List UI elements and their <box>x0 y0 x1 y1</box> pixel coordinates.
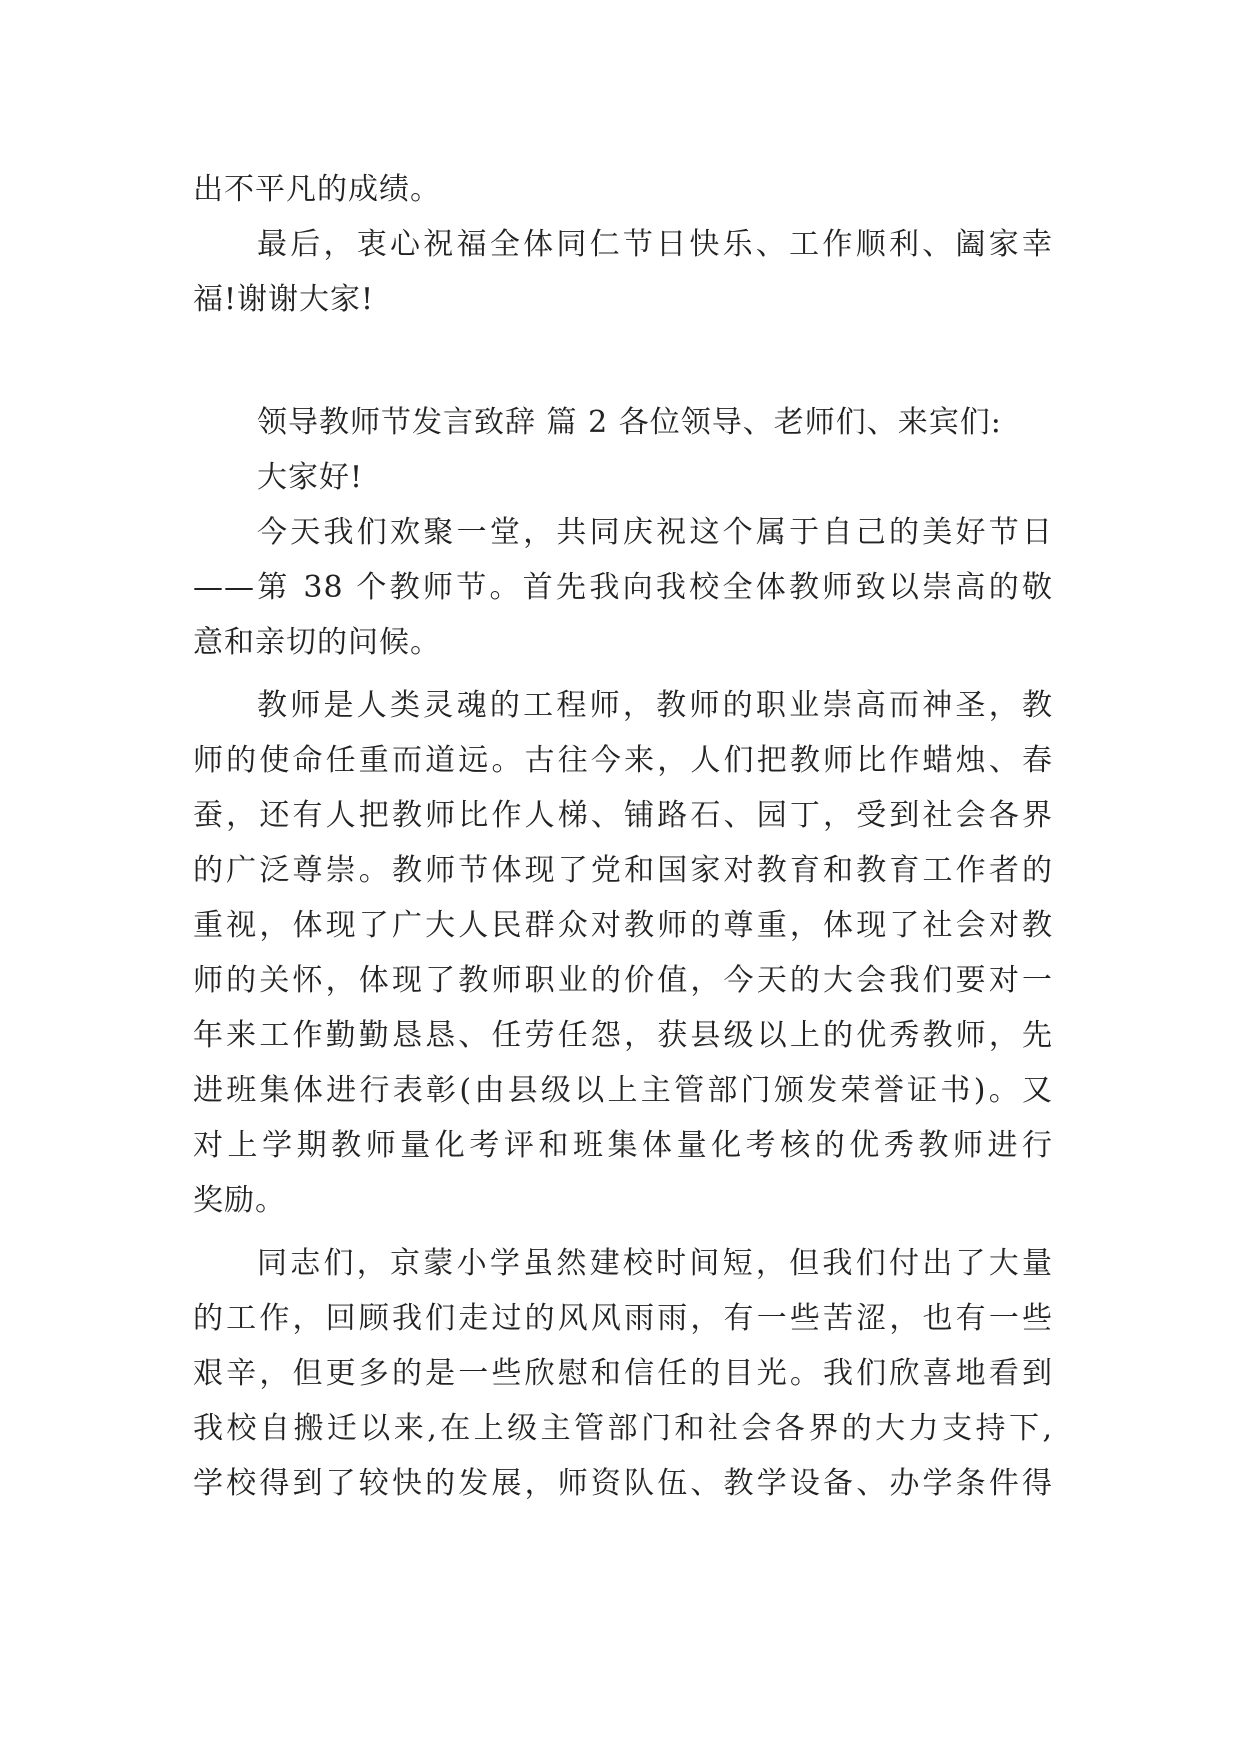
paragraph-line: 艰辛，但更多的是一些欣慰和信任的目光。我们欣喜地看到 <box>193 1356 1053 1391</box>
paragraph-line: 师的使命任重而道远。古往今来，人们把教师比作蜡烛、春 <box>193 743 1053 778</box>
paragraph-line: 奖励。 <box>193 1183 286 1218</box>
paragraph-line: 我校自搬迁以来,在上级主管部门和社会各界的大力支持下, <box>193 1411 1053 1446</box>
paragraph-line: 师的关怀，体现了教师职业的价值，今天的大会我们要对一 <box>193 963 1053 998</box>
paragraph-line: 教师是人类灵魂的工程师，教师的职业崇高而神圣，教 <box>257 688 1053 723</box>
paragraph-line: 进班集体进行表彰(由县级以上主管部门颁发荣誉证书)。又 <box>193 1073 1053 1108</box>
paragraph-line: 今天我们欢聚一堂，共同庆祝这个属于自己的美好节日 <box>257 515 1053 550</box>
paragraph-line: 学校得到了较快的发展，师资队伍、教学设备、办学条件得 <box>193 1466 1053 1501</box>
paragraph-line: 的工作，回顾我们走过的风风雨雨，有一些苦涩，也有一些 <box>193 1301 1053 1336</box>
section-heading-line: 领导教师节发言致辞 篇 2 各位领导、老师们、来宾们: <box>257 405 1002 440</box>
paragraph-line: 意和亲切的问候。 <box>193 625 441 660</box>
paragraph-line: 重视，体现了广大人民群众对教师的尊重，体现了社会对教 <box>193 908 1053 943</box>
paragraph-line: 的广泛尊崇。教师节体现了党和国家对教育和教育工作者的 <box>193 853 1053 888</box>
paragraph-line: 年来工作勤勤恳恳、任劳任怨，获县级以上的优秀教师，先 <box>193 1018 1053 1053</box>
paragraph-line: 对上学期教师量化考评和班集体量化考核的优秀教师进行 <box>193 1128 1053 1163</box>
greeting-line: 大家好! <box>257 460 364 495</box>
paragraph-line: 同志们，京蒙小学虽然建校时间短，但我们付出了大量 <box>257 1246 1053 1281</box>
paragraph-line: ——第 38 个教师节。首先我向我校全体教师致以崇高的敬 <box>193 570 1053 605</box>
paragraph-line: 出不平凡的成绩。 <box>193 172 441 207</box>
paragraph-line: 福!谢谢大家! <box>193 282 375 317</box>
paragraph-line: 蚕，还有人把教师比作人梯、铺路石、园丁，受到社会各界 <box>193 798 1053 833</box>
paragraph-line: 最后，衷心祝福全体同仁节日快乐、工作顺利、阖家幸 <box>257 227 1053 262</box>
